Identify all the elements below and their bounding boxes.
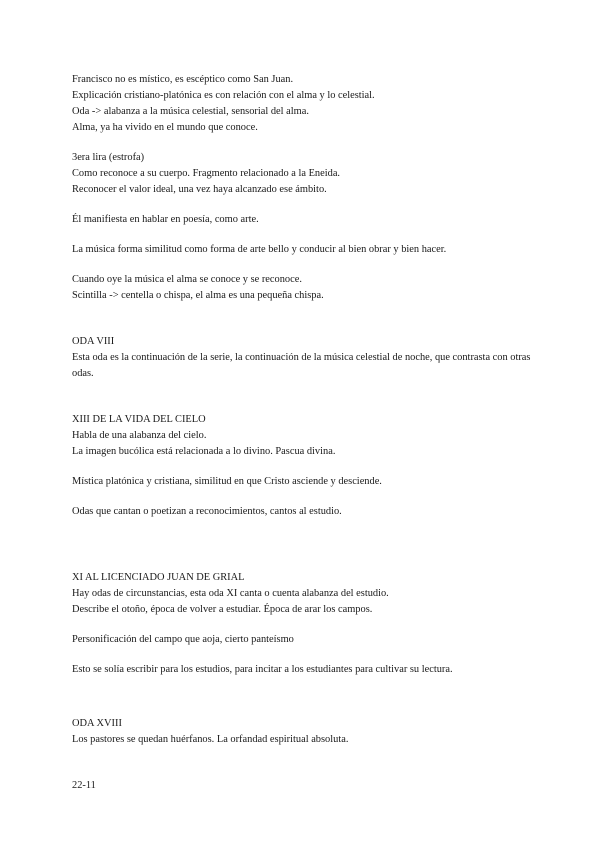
section-heading-xiii: XIII DE LA VIDA DEL CIELO [72,414,206,425]
section-heading-oda-viii: ODA VIII [72,336,115,347]
section-gap [72,382,532,412]
text-line: La música forma similitud como forma de arte bello y conducir al bien obrar y bien hacer. [72,244,447,255]
text-line: Scintilla -> centella o chispa, el alma es una pequeña chispa. [72,290,324,301]
text-line: Reconocer el valor ideal, una vez haya alcanzado ese ámbito. [72,184,327,195]
paragraph-gap [72,198,532,212]
text-line: Describe el otoño, época de volver a estudiar. Época de arar los campos. [72,604,373,615]
text-line: Mística platónica y cristiana, similitud en que Cristo asciende y desciende. [72,476,382,487]
paragraph-gap [72,490,532,504]
section-heading-xi: XI AL LICENCIADO JUAN DE GRIAL [72,572,245,583]
paragraph-gap [72,136,532,150]
text-line: Oda -> alabanza a la música celestial, sensorial del alma. [72,106,309,117]
text-line: Habla de una alabanza del cielo. [72,430,207,441]
section-heading-oda-xviii: ODA XVIII [72,718,122,729]
text-line: Esto se solía escribir para los estudios, para incitar a los estudiantes para cultivar su lectura. [72,664,453,675]
text-line: La imagen bucólica está relacionada a lo divino. Pascua divina. [72,446,336,457]
paragraph-gap [72,460,532,474]
text-line: Alma, ya ha vivido en el mundo que conoce. [72,122,258,133]
paragraph-gap [72,648,532,662]
paragraph-gap [72,618,532,632]
text-line: Como reconoce a su cuerpo. Fragmento relacionado a la Eneida. [72,168,341,179]
paragraph-gap [72,228,532,242]
text-line: Odas que cantan o poetizan a reconocimientos, cantos al estudio. [72,506,342,517]
text-line: Hay odas de circunstancias, esta oda XI canta o cuenta alabanza del estudio. [72,588,389,599]
date-label: 22-11 [72,780,96,791]
section-gap [72,748,532,778]
text-paragraph: Esta oda es la continuación de la serie, la continuación de la música celestial de noche, que contrasta con otras odas. [72,352,531,379]
document-body [72,72,532,794]
section-gap [72,520,532,570]
text-line: Él manifiesta en hablar en poesía, como arte. [72,214,259,225]
paragraph-gap [72,258,532,272]
text-line: Francisco no es místico, es escéptico como San Juan. [72,74,294,85]
text-line: Personificación del campo que aoja, cierto panteísmo [72,634,294,645]
text-line: Cuando oye la música el alma se conoce y se reconoce. [72,274,302,285]
text-line: 3era lira (estrofa) [72,152,145,163]
text-line: Explicación cristiano-platónica es con relación con el alma y lo celestial. [72,90,375,101]
text-line: Los pastores se quedan huérfanos. La orfandad espiritual absoluta. [72,734,349,745]
section-gap [72,304,532,334]
section-gap [72,678,532,716]
